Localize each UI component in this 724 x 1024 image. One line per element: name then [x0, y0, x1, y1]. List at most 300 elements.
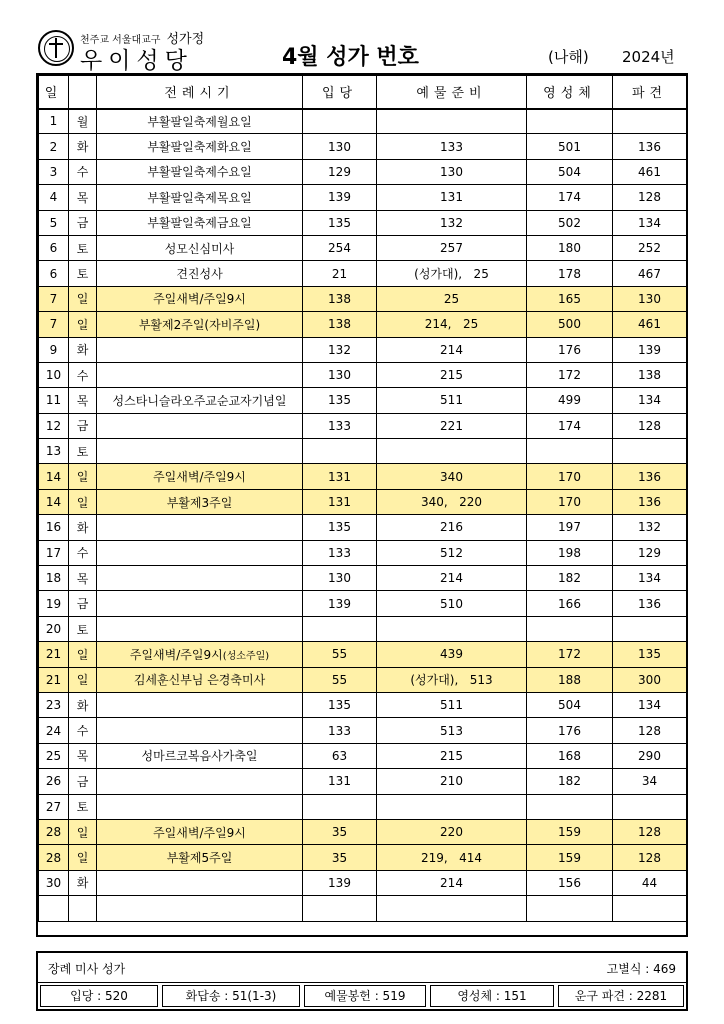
table-row [39, 464, 687, 489]
weekday-cell: 수 [69, 159, 97, 184]
weekday-cell: 금 [69, 413, 97, 438]
entrance-cell [303, 109, 377, 134]
entrance-cell: 139 [303, 185, 377, 210]
communion-cell [527, 896, 613, 921]
offertory-cell: 510 [377, 591, 527, 616]
recessional-cell: 132 [613, 515, 687, 540]
weekday-cell: 목 [69, 566, 97, 591]
table-row [39, 388, 687, 413]
entrance-cell: 131 [303, 769, 377, 794]
liturgy-label: 성모신심미사 [164, 241, 235, 256]
offertory-cell [377, 896, 527, 921]
communion-cell: 178 [527, 261, 613, 286]
liturgy-cell [97, 819, 303, 844]
weekday-cell: 토 [69, 235, 97, 260]
table-row [39, 718, 687, 743]
entrance-cell: 135 [303, 210, 377, 235]
funeral-hymn-row [40, 985, 684, 1009]
hymn-schedule-table [38, 75, 687, 922]
weekday-cell: 화 [69, 134, 97, 159]
liturgy-cell [97, 286, 303, 311]
funeral-offertory: 예물봉헌 : 519 [304, 985, 426, 1007]
recessional-cell: 128 [613, 413, 687, 438]
communion-cell: 504 [527, 159, 613, 184]
table-row [39, 845, 687, 870]
weekday-cell: 일 [69, 819, 97, 844]
liturgy-cell [97, 845, 303, 870]
entrance-cell: 63 [303, 743, 377, 768]
liturgy-cell [97, 210, 303, 235]
entrance-cell: 131 [303, 464, 377, 489]
liturgy-cell [97, 642, 303, 667]
funeral-entrance: 입당 : 520 [40, 985, 158, 1007]
liturgy-cell [97, 439, 303, 464]
liturgy-cell [97, 591, 303, 616]
offertory-cell [377, 794, 527, 819]
entrance-cell: 139 [303, 870, 377, 895]
liturgy-label: 부활팔일축제목요일 [147, 190, 252, 205]
offertory-cell [377, 616, 527, 641]
weekday-cell: 일 [69, 642, 97, 667]
table-row [39, 591, 687, 616]
communion-cell: 188 [527, 667, 613, 692]
day-cell: 5 [39, 210, 69, 235]
table-row [39, 261, 687, 286]
liturgy-cell [97, 109, 303, 134]
table-row [39, 134, 687, 159]
communion-cell: 504 [527, 692, 613, 717]
day-cell: 21 [39, 642, 69, 667]
offertory-cell: 214 [377, 870, 527, 895]
recessional-cell: 134 [613, 388, 687, 413]
entrance-cell: 138 [303, 286, 377, 311]
recessional-cell: 128 [613, 845, 687, 870]
offertory-cell: (성가대), 513 [377, 667, 527, 692]
recessional-cell: 135 [613, 642, 687, 667]
recessional-cell: 139 [613, 337, 687, 362]
weekday-cell: 일 [69, 464, 97, 489]
recessional-cell: 136 [613, 134, 687, 159]
day-cell: 24 [39, 718, 69, 743]
liturgy-cell [97, 870, 303, 895]
liturgy-cell [97, 540, 303, 565]
offertory-cell: 214, 25 [377, 312, 527, 337]
liturgy-cell [97, 566, 303, 591]
liturgy-label: 부활팔일축제화요일 [147, 140, 252, 155]
offertory-cell: 512 [377, 540, 527, 565]
communion-cell [527, 109, 613, 134]
entrance-cell: 130 [303, 134, 377, 159]
weekday-cell: 수 [69, 362, 97, 387]
offertory-cell: 257 [377, 235, 527, 260]
offertory-cell: (성가대), 25 [377, 261, 527, 286]
offertory-cell [377, 109, 527, 134]
parish-logo-icon [38, 30, 74, 66]
entrance-cell [303, 896, 377, 921]
recessional-cell [613, 794, 687, 819]
farewell-hymn: 고별식 : 469 [606, 962, 676, 976]
liturgy-label: 주일새벽/주일9시 [153, 292, 246, 307]
liturgy-cell [97, 134, 303, 159]
weekday-cell: 월 [69, 109, 97, 134]
table-row [39, 819, 687, 844]
recessional-cell: 128 [613, 819, 687, 844]
table-row [39, 515, 687, 540]
day-cell: 14 [39, 489, 69, 514]
weekday-cell: 수 [69, 718, 97, 743]
recessional-cell: 129 [613, 540, 687, 565]
communion-cell: 499 [527, 388, 613, 413]
archdiocese-label: 천주교 서울대교구 [80, 35, 161, 46]
entrance-cell: 129 [303, 159, 377, 184]
liturgy-cell [97, 667, 303, 692]
liturgy-label: 부활팔일축제금요일 [147, 216, 252, 231]
liturgy-label: 주일새벽/주일9시 [153, 825, 246, 840]
day-cell: 12 [39, 413, 69, 438]
entrance-cell: 55 [303, 667, 377, 692]
entrance-cell: 55 [303, 642, 377, 667]
communion-cell: 502 [527, 210, 613, 235]
liturgy-label: 부활제5주일 [166, 851, 233, 866]
day-cell: 28 [39, 819, 69, 844]
liturgy-cell [97, 464, 303, 489]
recessional-cell: 128 [613, 718, 687, 743]
recessional-cell: 134 [613, 692, 687, 717]
weekday-cell: 목 [69, 185, 97, 210]
liturgical-cycle: (나해) [548, 48, 589, 66]
table-row [39, 312, 687, 337]
table-row [39, 769, 687, 794]
recessional-cell [613, 439, 687, 464]
communion-cell [527, 439, 613, 464]
offertory-cell: 214 [377, 337, 527, 362]
day-cell: 20 [39, 616, 69, 641]
table-row [39, 616, 687, 641]
weekday-cell: 토 [69, 439, 97, 464]
liturgy-note: (성소주일) [222, 650, 270, 662]
day-cell: 23 [39, 692, 69, 717]
liturgy-cell [97, 337, 303, 362]
day-cell: 26 [39, 769, 69, 794]
weekday-cell: 화 [69, 870, 97, 895]
entrance-cell: 130 [303, 362, 377, 387]
liturgy-cell [97, 235, 303, 260]
recessional-cell: 130 [613, 286, 687, 311]
col-day-header: 일 [39, 76, 69, 109]
day-cell: 6 [39, 235, 69, 260]
entrance-cell: 138 [303, 312, 377, 337]
offertory-cell: 132 [377, 210, 527, 235]
communion-cell: 172 [527, 642, 613, 667]
table-row [39, 109, 687, 134]
communion-cell: 180 [527, 235, 613, 260]
liturgy-cell [97, 616, 303, 641]
day-cell: 7 [39, 312, 69, 337]
table-row [39, 642, 687, 667]
offertory-cell: 511 [377, 388, 527, 413]
communion-cell [527, 794, 613, 819]
col-communion-header: 영성체 [527, 76, 613, 109]
communion-cell: 159 [527, 845, 613, 870]
weekday-cell: 금 [69, 591, 97, 616]
table-row [39, 235, 687, 260]
funeral-label: 장례 미사 성가 [48, 962, 126, 976]
entrance-cell: 21 [303, 261, 377, 286]
recessional-cell: 136 [613, 464, 687, 489]
recessional-cell: 300 [613, 667, 687, 692]
col-entrance-header: 입당 [303, 76, 377, 109]
offertory-cell: 215 [377, 362, 527, 387]
communion-cell: 500 [527, 312, 613, 337]
day-cell: 30 [39, 870, 69, 895]
offertory-cell [377, 439, 527, 464]
liturgy-cell [97, 769, 303, 794]
communion-cell: 170 [527, 489, 613, 514]
communion-cell: 172 [527, 362, 613, 387]
recessional-cell: 467 [613, 261, 687, 286]
recessional-cell: 136 [613, 489, 687, 514]
weekday-cell [69, 896, 97, 921]
offertory-cell: 215 [377, 743, 527, 768]
liturgy-cell [97, 489, 303, 514]
day-cell: 13 [39, 439, 69, 464]
communion-cell: 165 [527, 286, 613, 311]
offertory-cell: 25 [377, 286, 527, 311]
liturgy-cell [97, 692, 303, 717]
recessional-cell: 461 [613, 312, 687, 337]
col-liturgy-header: 전례시기 [97, 76, 303, 109]
day-cell: 17 [39, 540, 69, 565]
col-recessional-header: 파견 [613, 76, 687, 109]
offertory-cell: 210 [377, 769, 527, 794]
offertory-cell: 439 [377, 642, 527, 667]
liturgy-cell [97, 743, 303, 768]
entrance-cell: 135 [303, 692, 377, 717]
table-row [39, 185, 687, 210]
day-cell: 7 [39, 286, 69, 311]
weekday-cell: 일 [69, 312, 97, 337]
weekday-cell: 금 [69, 769, 97, 794]
table-row [39, 286, 687, 311]
entrance-cell: 130 [303, 566, 377, 591]
offertory-cell: 133 [377, 134, 527, 159]
table-row [39, 870, 687, 895]
holy-family-label: 성가정 [166, 32, 205, 47]
communion-cell: 166 [527, 591, 613, 616]
recessional-cell: 252 [613, 235, 687, 260]
day-cell: 25 [39, 743, 69, 768]
offertory-cell: 221 [377, 413, 527, 438]
entrance-cell [303, 616, 377, 641]
liturgy-label: 주일새벽/주일9시 [153, 470, 246, 485]
day-cell: 21 [39, 667, 69, 692]
day-cell: 19 [39, 591, 69, 616]
offertory-cell: 511 [377, 692, 527, 717]
liturgy-label: 성스타니슬라오주교순교자기념일 [112, 393, 287, 408]
communion-cell [527, 616, 613, 641]
communion-cell: 174 [527, 413, 613, 438]
table-row [39, 362, 687, 387]
day-cell: 11 [39, 388, 69, 413]
liturgy-label: 성마르코복음사가축일 [141, 749, 258, 764]
funeral-header-row [38, 953, 686, 983]
liturgy-cell [97, 794, 303, 819]
day-cell [39, 896, 69, 921]
recessional-cell: 136 [613, 591, 687, 616]
recessional-cell: 34 [613, 769, 687, 794]
weekday-cell: 수 [69, 540, 97, 565]
liturgy-cell [97, 388, 303, 413]
funeral-mass-section [36, 951, 688, 1011]
table-row [39, 489, 687, 514]
col-weekday-header [69, 76, 97, 109]
offertory-cell: 219, 414 [377, 845, 527, 870]
liturgy-cell [97, 515, 303, 540]
weekday-cell: 금 [69, 210, 97, 235]
table-row [39, 667, 687, 692]
weekday-cell: 일 [69, 489, 97, 514]
offertory-cell: 214 [377, 566, 527, 591]
communion-cell: 170 [527, 464, 613, 489]
liturgy-cell [97, 261, 303, 286]
parish-name: 우이성당 [80, 48, 193, 74]
liturgy-cell [97, 896, 303, 921]
weekday-cell: 일 [69, 667, 97, 692]
weekday-cell: 일 [69, 286, 97, 311]
communion-cell: 501 [527, 134, 613, 159]
liturgy-label: 부활팔일축제수요일 [147, 165, 252, 180]
page-title: 4월 성가 번호 [282, 45, 419, 70]
header [36, 26, 688, 72]
recessional-cell: 290 [613, 743, 687, 768]
recessional-cell: 134 [613, 210, 687, 235]
entrance-cell: 135 [303, 515, 377, 540]
communion-cell: 197 [527, 515, 613, 540]
weekday-cell: 목 [69, 743, 97, 768]
table-row [39, 896, 687, 921]
communion-cell: 156 [527, 870, 613, 895]
recessional-cell: 44 [613, 870, 687, 895]
communion-cell: 176 [527, 718, 613, 743]
offertory-cell: 130 [377, 159, 527, 184]
entrance-cell [303, 439, 377, 464]
liturgy-cell [97, 312, 303, 337]
communion-cell: 182 [527, 769, 613, 794]
weekday-cell: 화 [69, 515, 97, 540]
entrance-cell: 133 [303, 540, 377, 565]
recessional-cell: 461 [613, 159, 687, 184]
day-cell: 2 [39, 134, 69, 159]
offertory-cell: 340 [377, 464, 527, 489]
day-cell: 27 [39, 794, 69, 819]
day-cell: 6 [39, 261, 69, 286]
weekday-cell: 토 [69, 616, 97, 641]
entrance-cell: 35 [303, 845, 377, 870]
liturgy-cell [97, 718, 303, 743]
day-cell: 16 [39, 515, 69, 540]
communion-cell: 182 [527, 566, 613, 591]
entrance-cell: 35 [303, 819, 377, 844]
weekday-cell: 화 [69, 692, 97, 717]
communion-cell: 174 [527, 185, 613, 210]
table-row [39, 794, 687, 819]
recessional-cell [613, 109, 687, 134]
offertory-cell: 220 [377, 819, 527, 844]
offertory-cell: 340, 220 [377, 489, 527, 514]
recessional-cell: 138 [613, 362, 687, 387]
communion-cell: 198 [527, 540, 613, 565]
recessional-cell [613, 616, 687, 641]
entrance-cell: 139 [303, 591, 377, 616]
day-cell: 4 [39, 185, 69, 210]
col-offertory-header: 예물준비 [377, 76, 527, 109]
offertory-cell: 513 [377, 718, 527, 743]
weekday-cell: 토 [69, 261, 97, 286]
liturgy-label: 부활팔일축제월요일 [147, 114, 252, 129]
entrance-cell: 135 [303, 388, 377, 413]
recessional-cell: 134 [613, 566, 687, 591]
table-row [39, 210, 687, 235]
liturgy-label: 견진성사 [176, 267, 223, 282]
table-header-row [39, 76, 687, 109]
day-cell: 14 [39, 464, 69, 489]
entrance-cell: 132 [303, 337, 377, 362]
table-row [39, 159, 687, 184]
liturgy-label: 김세훈신부님 은경축미사 [133, 673, 266, 688]
communion-cell: 176 [527, 337, 613, 362]
liturgy-cell [97, 362, 303, 387]
table-row [39, 743, 687, 768]
year-label: 2024년 [622, 48, 675, 66]
liturgy-cell [97, 185, 303, 210]
offertory-cell: 131 [377, 185, 527, 210]
communion-cell: 159 [527, 819, 613, 844]
liturgy-cell [97, 413, 303, 438]
weekday-cell: 목 [69, 388, 97, 413]
liturgy-label: 주일새벽/주일9시 [129, 647, 223, 662]
entrance-cell: 254 [303, 235, 377, 260]
funeral-recessional: 운구 파견 : 2281 [558, 985, 684, 1007]
entrance-cell: 133 [303, 413, 377, 438]
funeral-responsorial: 화답송 : 51(1-3) [162, 985, 300, 1007]
day-cell: 10 [39, 362, 69, 387]
day-cell: 28 [39, 845, 69, 870]
liturgy-label: 부활제2주일(자비주일) [138, 317, 261, 332]
funeral-communion: 영성체 : 151 [430, 985, 554, 1007]
table-row [39, 566, 687, 591]
day-cell: 9 [39, 337, 69, 362]
liturgy-label: 부활제3주일 [166, 495, 233, 510]
weekday-cell: 화 [69, 337, 97, 362]
day-cell: 1 [39, 109, 69, 134]
entrance-cell: 131 [303, 489, 377, 514]
recessional-cell: 128 [613, 185, 687, 210]
table-row [39, 540, 687, 565]
liturgy-cell [97, 159, 303, 184]
weekday-cell: 일 [69, 845, 97, 870]
table-row [39, 413, 687, 438]
table-row [39, 692, 687, 717]
table-row [39, 439, 687, 464]
day-cell: 3 [39, 159, 69, 184]
entrance-cell: 133 [303, 718, 377, 743]
recessional-cell [613, 896, 687, 921]
communion-cell: 168 [527, 743, 613, 768]
offertory-cell: 216 [377, 515, 527, 540]
table-row [39, 337, 687, 362]
day-cell: 18 [39, 566, 69, 591]
entrance-cell [303, 794, 377, 819]
